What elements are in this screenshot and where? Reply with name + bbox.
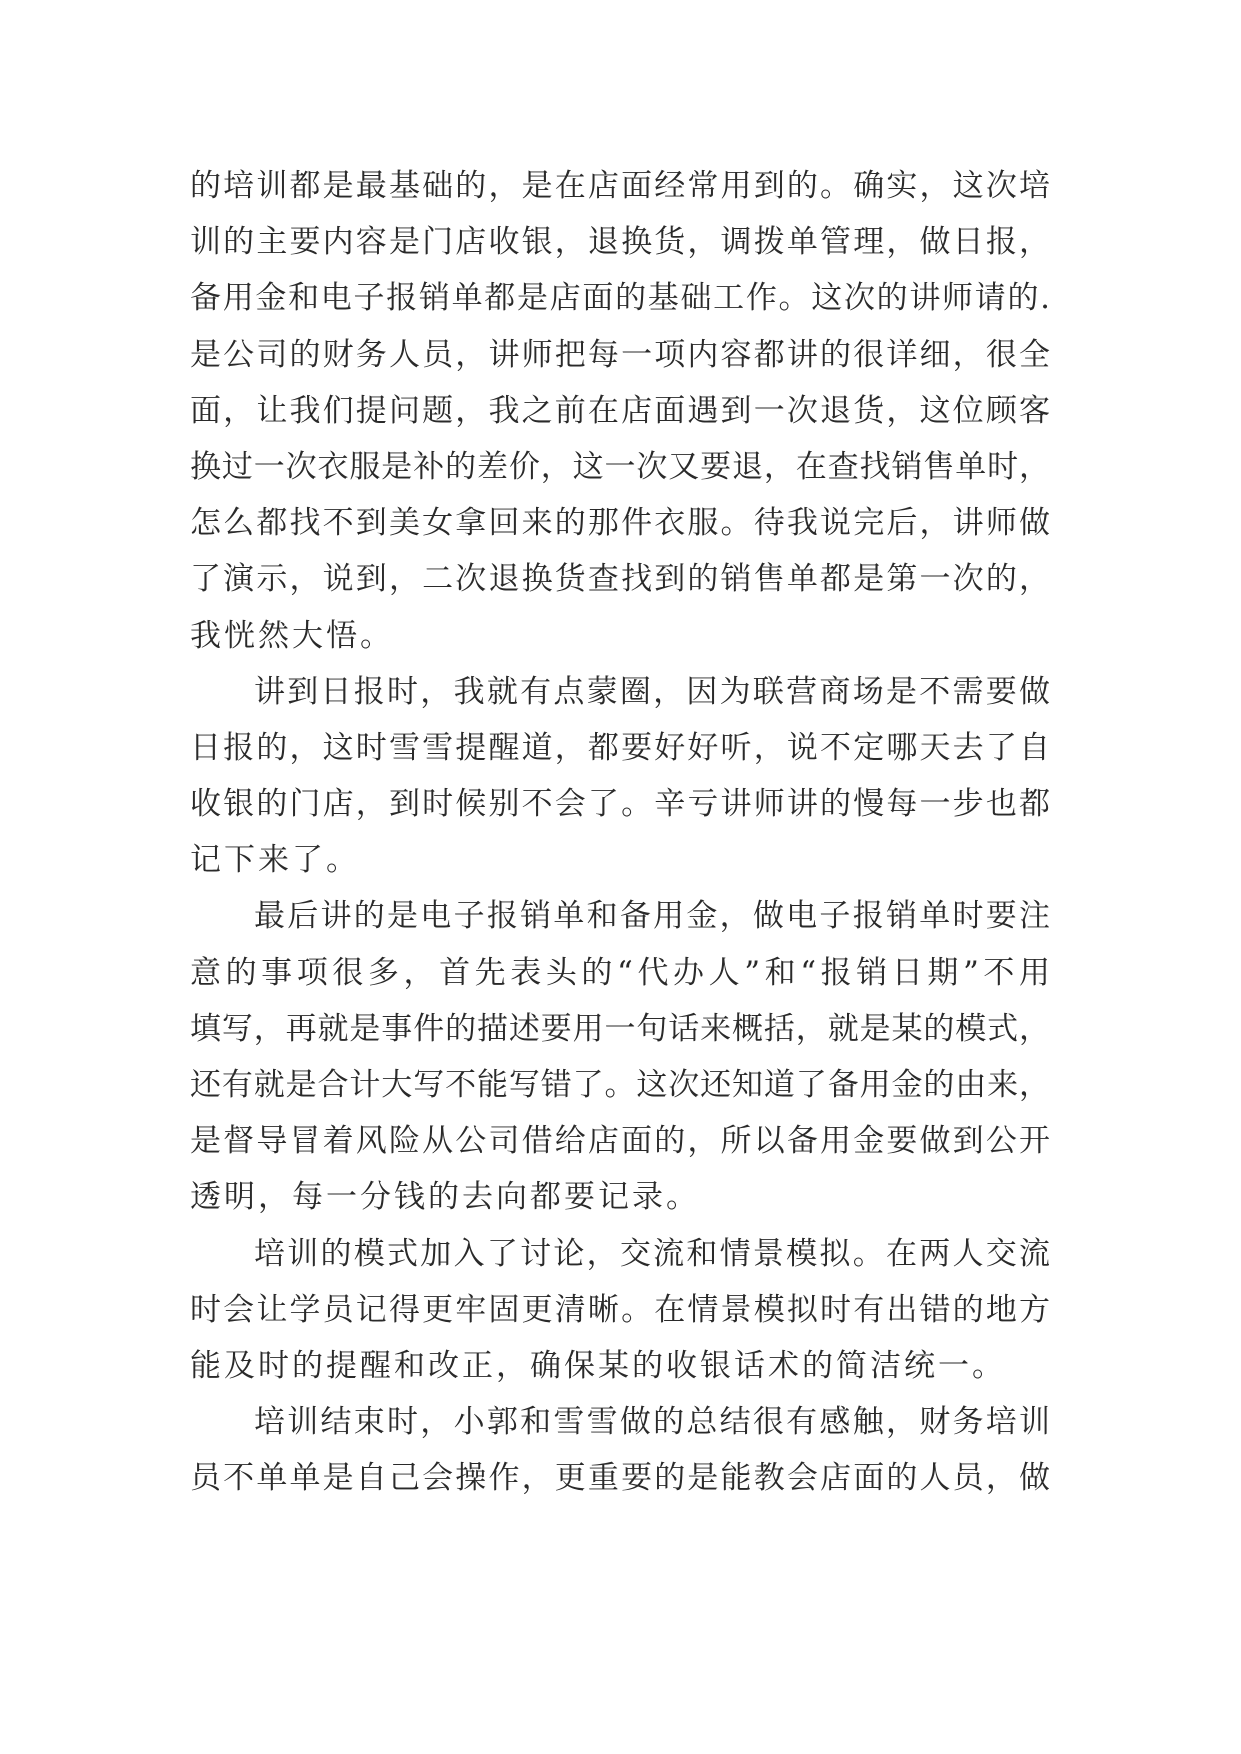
paragraph: [190, 1394, 1050, 1506]
text-line: 讲到日报时，我就有点蒙圈，因为联营商场是不需要做: [254, 673, 1050, 710]
text-line: 记下来了。: [190, 842, 360, 879]
text-line: 是公司的财务人员，讲师把每一项内容都讲的很详细，很全: [190, 336, 1050, 373]
text-line: 填写，再就是事件的描述要用一句话来概括，就是某的模式，: [190, 1010, 1050, 1047]
text-line: 训的主要内容是门店收银，退换货，调拨单管理，做日报，: [190, 224, 1050, 261]
text-line: 怎么都找不到美女拿回来的那件衣服。待我说完后，讲师做: [190, 505, 1050, 542]
text-line: 还有就是合计大写不能写错了。这次还知道了备用金的由来，: [190, 1067, 1050, 1103]
text-line: 换过一次衣服是补的差价，这一次又要退，在查找销售单时，: [190, 448, 1050, 485]
text-line: 我恍然大悟。: [190, 617, 394, 654]
text-line: 收银的门店，到时候别不会了。辛亏讲师讲的慢每一步也都: [190, 786, 1050, 823]
text-line: 员不单单是自己会操作，更重要的是能教会店面的人员，做: [190, 1460, 1050, 1497]
document-body: [190, 158, 1050, 1507]
paragraph: [190, 1226, 1050, 1395]
text-line: 的培训都是最基础的，是在店面经常用到的。确实，这次培: [190, 168, 1050, 204]
text-line: 备用金和电子报销单都是店面的基础工作。这次的讲师请的.: [190, 280, 1050, 317]
text-line: 面，让我们提问题，我之前在店面遇到一次退货，这位顾客: [190, 392, 1050, 429]
text-line: 时会让学员记得更牢固更清晰。在情景模拟时有出错的地方: [190, 1291, 1050, 1328]
text-line: 了演示，说到，二次退换货查找到的销售单都是第一次的，: [190, 561, 1050, 598]
text-line: 意的事项很多，首先表头的“代办人”和“报销日期”不用: [190, 954, 1050, 991]
text-line: 透明，每一分钱的去向都要记录。: [190, 1179, 700, 1216]
text-line: 培训的模式加入了讨论，交流和情景模拟。在两人交流: [254, 1235, 1050, 1272]
text-line: 培训结束时，小郭和雪雪做的总结很有感触，财务培训: [254, 1404, 1050, 1441]
text-line: 最后讲的是电子报销单和备用金，做电子报销单时要注: [254, 898, 1050, 935]
text-line: 日报的，这时雪雪提醒道，都要好好听，说不定哪天去了自: [190, 729, 1050, 766]
text-line: 能及时的提醒和改正，确保某的收银话术的简洁统一。: [190, 1347, 1006, 1384]
paragraph: [190, 158, 1050, 664]
text-line: 是督导冒着风险从公司借给店面的，所以备用金要做到公开: [190, 1123, 1050, 1160]
paragraph: [190, 888, 1050, 1225]
paragraph: [190, 664, 1050, 889]
